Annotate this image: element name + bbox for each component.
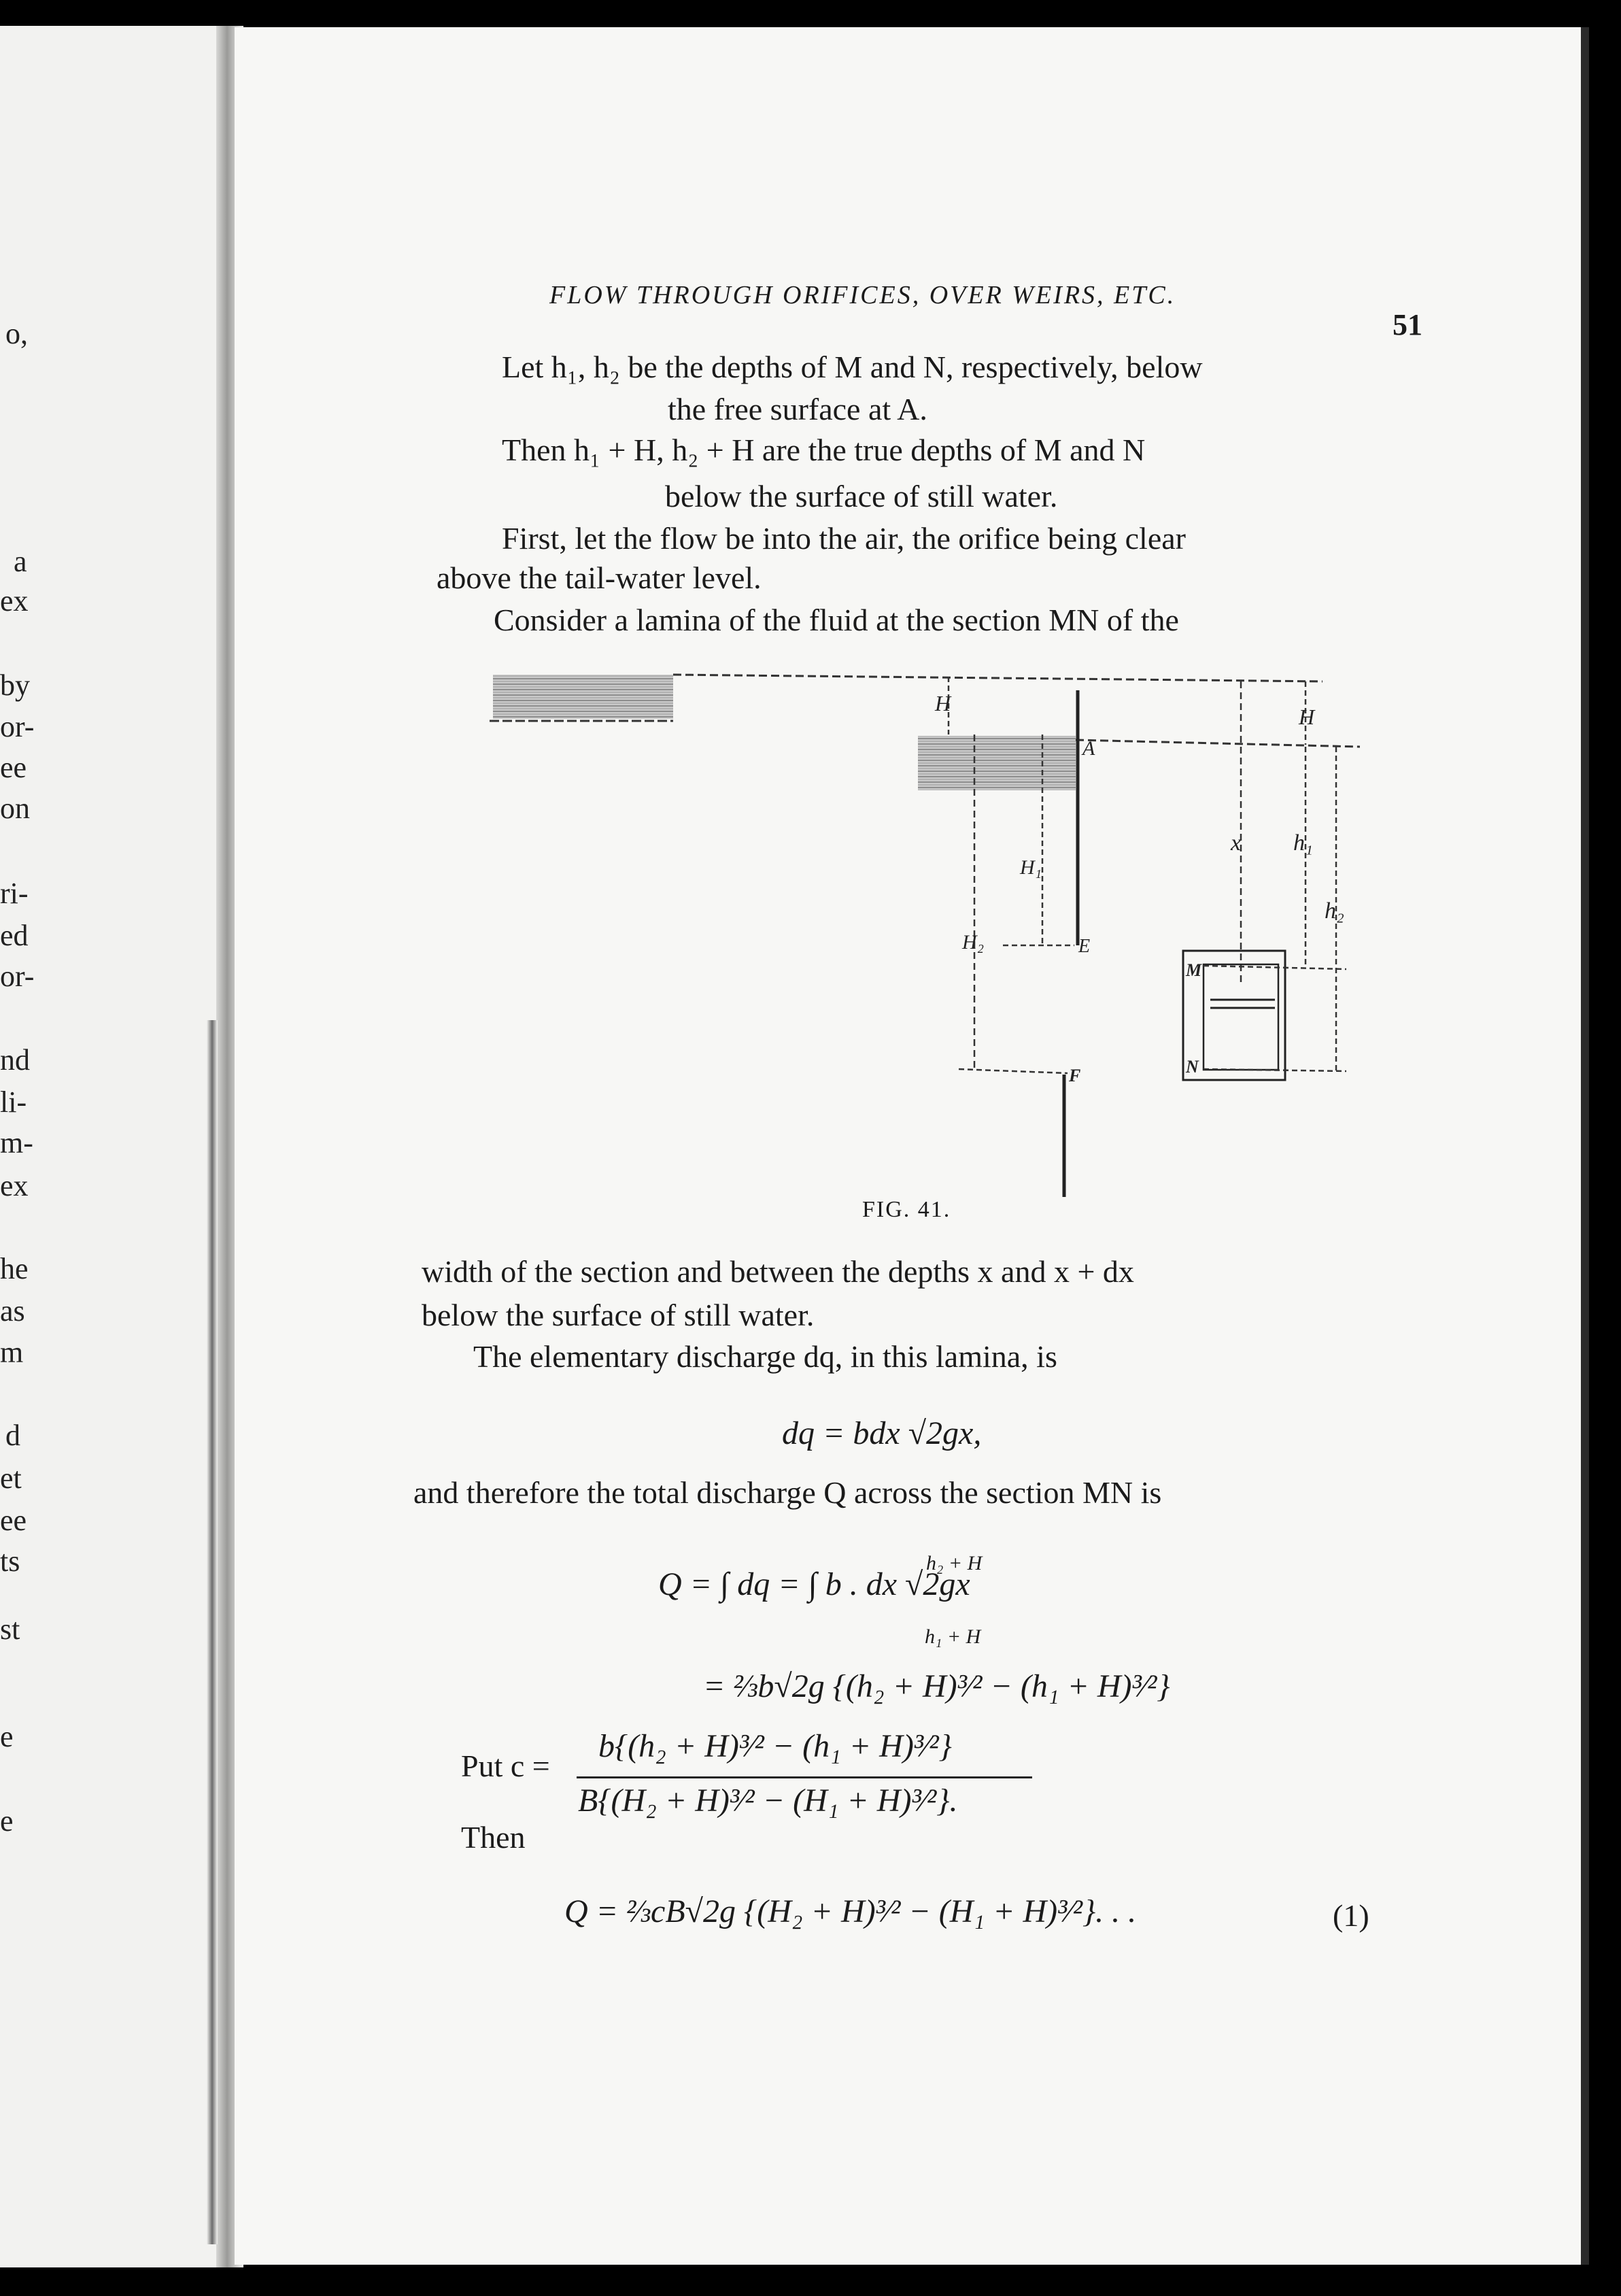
label-A: A — [1082, 737, 1095, 760]
page-number: 51 — [1393, 308, 1422, 341]
label-H2: H₂ — [962, 931, 985, 953]
margin-fragment: as — [0, 1294, 25, 1328]
label-H-left: H — [935, 691, 951, 715]
label-H-right: H — [1299, 705, 1315, 729]
free-surface-line — [1076, 740, 1360, 747]
approach-water-block — [918, 736, 1076, 790]
margin-fragment: m — [0, 1336, 24, 1369]
running-head: FLOW THROUGH ORIFICES, OVER WEIRS, ETC. — [549, 281, 1176, 309]
equation-c-label: Put c = — [461, 1749, 550, 1783]
figure-caption: FIG. 41. — [862, 1197, 951, 1222]
page-edge — [1581, 27, 1589, 2265]
margin-fragment: li- — [0, 1085, 27, 1119]
equation-number: (1) — [1333, 1898, 1369, 1933]
margin-fragment: o, — [5, 317, 28, 350]
equation-Q-result: = ⅔b√2g {(h₂ + H)³⁄² − (h₁ + H)³⁄²} — [703, 1668, 1170, 1704]
left-page — [0, 26, 235, 2267]
still-water-line — [673, 675, 1323, 681]
paragraph-line: Then h₁ + H, h₂ + H are the true depths of M and N — [502, 433, 1146, 467]
M-line — [1204, 966, 1346, 969]
paragraph-line: Consider a lamina of the fluid at the section MN of the — [494, 603, 1179, 637]
equation-Q-final: Q = ⅔cB√2g {(H₂ + H)³⁄² − (H₁ + H)³⁄²}. . . — [564, 1893, 1137, 1929]
headwater-block — [493, 675, 673, 719]
margin-fragment: ee — [0, 1504, 27, 1537]
N-line — [1204, 1069, 1346, 1071]
paragraph-line: and therefore the total discharge Q across the section MN is — [413, 1475, 1162, 1510]
margin-fragment: or- — [0, 960, 35, 993]
margin-fragment: e — [0, 1720, 14, 1753]
margin-fragment: et — [0, 1462, 22, 1495]
paragraph-line: below the surface of still water. — [665, 479, 1058, 513]
margin-fragment: m- — [0, 1126, 33, 1160]
paragraph-line: First, let the flow be into the air, the orifice being clear — [502, 521, 1186, 556]
margin-fragment: e — [0, 1804, 14, 1838]
label-h2: h₂ — [1325, 898, 1344, 924]
paragraph-line: the free surface at A. — [668, 392, 927, 426]
label-M: M — [1186, 960, 1202, 980]
integral-lower-limit: h₁ + H — [925, 1625, 981, 1648]
integral-upper-limit: h₂ + H — [926, 1552, 983, 1574]
paragraph-line: The elementary discharge dq, in this lamina, is — [473, 1339, 1057, 1374]
paragraph-line: width of the section and between the depths x and x + dx — [422, 1254, 1134, 1289]
margin-fragment: ri- — [0, 877, 29, 910]
paragraph-line: Then — [461, 1820, 526, 1855]
margin-fragment: he — [0, 1252, 29, 1285]
margin-fragment: on — [0, 792, 30, 825]
margin-fragment: a — [14, 545, 27, 578]
paragraph-line: below the surface of still water. — [422, 1298, 815, 1332]
margin-fragment: ex — [0, 584, 29, 618]
equation-c-denominator: B{(H₂ + H)³⁄² − (H₁ + H)³⁄²}. — [578, 1783, 958, 1819]
label-N: N — [1186, 1057, 1199, 1077]
page-gutter-shadow — [207, 1020, 218, 2244]
equation-dq: dq = bdx √2gx, — [782, 1415, 982, 1451]
equation-c-numerator: b{(h₂ + H)³⁄² − (h₁ + H)³⁄²} — [598, 1728, 952, 1764]
margin-fragment: ts — [0, 1544, 20, 1578]
margin-fragment: by — [0, 669, 30, 702]
label-x: x — [1231, 830, 1242, 856]
margin-fragment: nd — [0, 1043, 30, 1077]
dim-H2-bottom — [959, 1069, 1068, 1073]
margin-fragment: st — [0, 1613, 20, 1646]
margin-fragment: d — [5, 1419, 20, 1452]
orifice-diagram — [490, 666, 1373, 1197]
fraction-bar — [577, 1776, 1032, 1778]
equation-Q-integral: Q = ∫ dq = ∫ b . dx √2gx — [658, 1566, 970, 1602]
label-h1: h₁ — [1293, 830, 1313, 856]
margin-fragment: ed — [0, 919, 29, 952]
paragraph-line: Let h₁, h₂ be the depths of M and N, respectively, below — [502, 350, 1203, 384]
label-H1: H₁ — [1020, 856, 1042, 879]
paragraph-line: above the tail-water level. — [437, 560, 762, 595]
label-E: E — [1078, 936, 1091, 957]
margin-fragment: or- — [0, 710, 35, 743]
margin-fragment: ex — [0, 1169, 29, 1202]
label-F: F — [1069, 1066, 1081, 1085]
margin-fragment: ee — [0, 751, 27, 784]
